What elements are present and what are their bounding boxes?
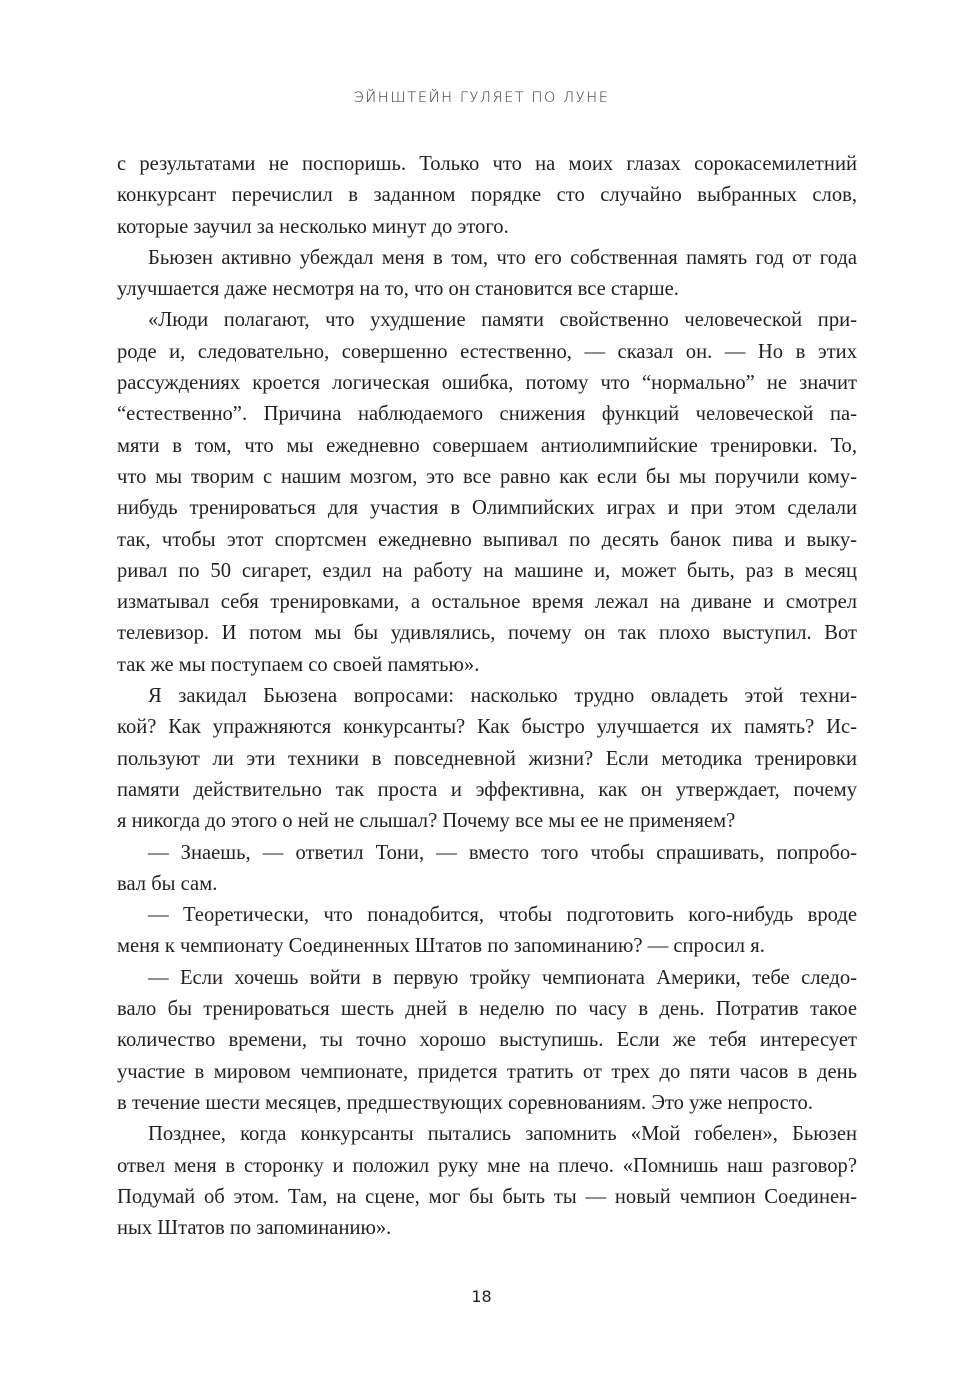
running-header: ЭЙНШТЕЙН ГУЛЯЕТ ПО ЛУНЕ: [353, 90, 610, 106]
paragraph: [117, 838, 857, 901]
text-line: вал бы сам.: [117, 872, 218, 895]
text-line: так, чтобы этот спортсмен ежедневно выпивал по десять банок пива и выку-: [117, 528, 857, 551]
text-line: Бьюзен активно убеждал меня в том, что его собственная память год от года: [148, 246, 857, 269]
text-line: Подумай об этом. Там, на сцене, мог бы быть ты — новый чемпион Соединен-: [117, 1185, 857, 1208]
text-line: вало бы тренироваться шесть дней в неделю по часу в день. Потратив такое: [117, 998, 857, 1021]
text-line: “естественно”. Причина наблюдаемого снижения функций человеческой па-: [117, 403, 857, 426]
paragraph: [117, 963, 857, 1119]
paragraph: [117, 243, 857, 306]
text-line: количество времени, ты точно хорошо выступишь. Если же тебя интересует: [117, 1029, 857, 1052]
text-line: Я закидал Бьюзена вопросами: насколько трудно овладеть этой техни-: [148, 685, 857, 708]
text-line: что мы творим с нашим мозгом, это все равно как если бы мы поручили кому-: [117, 465, 857, 488]
text-line: конкурсант перечислил в заданном порядке сто случайно выбранных слов,: [117, 184, 857, 207]
text-line: кой? Как упражняются конкурсанты? Как быстро улучшается их память? Ис-: [117, 716, 857, 739]
text-line: изматывал себя тренировками, а остальное время лежал на диване и смотрел: [117, 591, 857, 614]
text-line: мяти в том, что мы ежедневно совершаем антиолимпийские тренировки. То,: [117, 434, 857, 457]
text-line: участие в мировом чемпионате, придется тратить от трех до пяти часов в день: [117, 1060, 857, 1083]
text-line: — Теоретически, что понадобится, чтобы подготовить кого-нибудь вроде: [148, 904, 857, 927]
text-line: ривал по 50 сигарет, ездил на работу на машине и, может быть, раз в месяц: [117, 559, 857, 582]
paragraph: [117, 305, 857, 681]
text-line: роде и, следовательно, совершенно естественно, — сказал он. — Но в этих: [117, 340, 857, 363]
text-line: ных Штатов по запоминанию».: [117, 1217, 392, 1240]
text-line: пользуют ли эти техники в повседневной жизни? Если методика тренировки: [117, 747, 857, 770]
paragraph: [117, 1119, 857, 1244]
text-line: с результатами не поспоришь. Только что на моих глазах сорокасемилетний: [117, 153, 857, 175]
text-line: памяти действительно так проста и эффективна, как он утверждает, почему: [117, 778, 857, 801]
text-line: так же мы поступаем со своей памятью».: [117, 653, 480, 676]
paragraph: [117, 681, 857, 837]
text-line: нибудь тренироваться для участия в Олимпийских играх и при этом сделали: [117, 497, 857, 520]
body-text: [117, 149, 857, 1244]
text-line: «Люди полагают, что ухудшение памяти свойственно человеческой при-: [148, 309, 857, 332]
text-line: — Если хочешь войти в первую тройку чемпионата Америки, тебе следо-: [148, 966, 857, 989]
paragraph: [117, 149, 857, 243]
text-line: которые заучил за несколько минут до этого.: [117, 215, 509, 238]
text-line: Позднее, когда конкурсанты пытались запомнить «Мой гобелен», Бьюзен: [148, 1123, 857, 1146]
text-line: в течение шести месяцев, предшествующих соревнованиям. Это уже непросто.: [117, 1091, 813, 1114]
text-line: рассуждениях кроется логическая ошибка, потому что “нормально” не значит: [117, 372, 857, 395]
paragraph: [117, 900, 857, 963]
page-number: 18: [471, 1287, 492, 1306]
text-line: я никогда до этого о ней не слышал? Почему все мы ее не применяем?: [117, 810, 736, 833]
text-line: — Знаешь, — ответил Тони, — вместо того чтобы спрашивать, попробо-: [148, 841, 857, 864]
text-line: улучшается даже несмотря на то, что он становится все старше.: [117, 278, 679, 301]
text-line: отвел меня в сторонку и положил руку мне на плечо. «Помнишь наш разговор?: [117, 1154, 857, 1177]
text-line: телевизор. И потом мы бы удивлялись, почему он так плохо выступил. Вот: [117, 622, 857, 645]
text-line: меня к чемпионату Соединенных Штатов по запоминанию? — спросил я.: [117, 935, 765, 958]
